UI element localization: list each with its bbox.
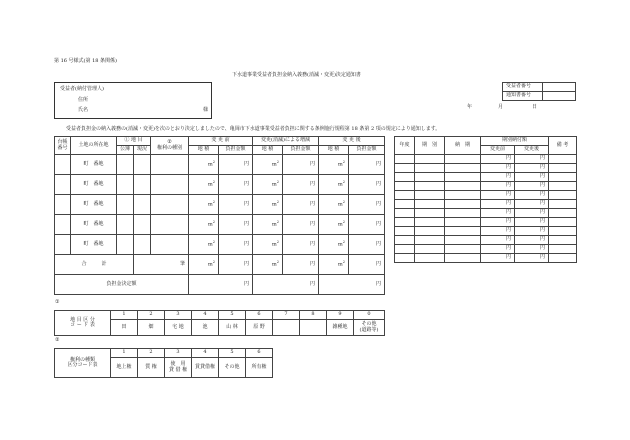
installment-after-cell: 円	[515, 227, 549, 236]
note-cell	[549, 191, 577, 200]
total-before-area: $m^2$	[189, 255, 219, 275]
before-amount-cell: 円	[219, 175, 253, 195]
after-amount-cell: 円	[349, 175, 385, 195]
after-area-cell: $m^2$	[319, 235, 349, 255]
installment-after-cell: 円	[515, 218, 549, 227]
period-cell	[415, 227, 445, 236]
current-header: 現況	[134, 146, 151, 155]
installment-before-cell: 円	[481, 191, 515, 200]
after-area-cell: $m^2$	[319, 155, 349, 175]
year-cell	[395, 173, 415, 182]
due-cell	[445, 236, 481, 245]
right-code-table	[54, 348, 273, 378]
notice-number-label: 通知書番号	[503, 92, 543, 101]
note-header: 備 考	[549, 137, 577, 155]
payment-row	[395, 254, 577, 263]
year-cell	[395, 164, 415, 173]
right-type-name: その他	[219, 358, 246, 378]
payment-row	[395, 155, 577, 164]
current-chimoku-cell	[134, 215, 151, 235]
before-area-cell: $m^2$	[189, 235, 219, 255]
seq-cell	[55, 155, 71, 175]
note-cell	[549, 236, 577, 245]
right-type-code: 1	[111, 349, 138, 358]
period-cell	[415, 245, 445, 254]
due-cell	[445, 173, 481, 182]
note-cell	[549, 164, 577, 173]
chimoku-header: ① 地 目	[117, 137, 151, 146]
period-cell	[415, 191, 445, 200]
year-cell	[395, 209, 415, 218]
change-amount-cell: 円	[283, 235, 319, 255]
change-area-cell: $m^2$	[253, 235, 283, 255]
beneficiary-number-value	[543, 83, 576, 92]
change-area-cell: $m^2$	[253, 155, 283, 175]
area-header: 地 積	[189, 146, 219, 155]
land-row	[55, 195, 385, 215]
due-cell	[445, 200, 481, 209]
area-unit: m	[208, 181, 213, 188]
right-type-code: 2	[138, 349, 165, 358]
right-type-cell	[151, 235, 189, 255]
date-day: 日	[532, 104, 538, 110]
installment-before-cell: 円	[481, 218, 515, 227]
installment-before-cell: 円	[481, 182, 515, 191]
installment-before-header: 変更前	[481, 146, 515, 155]
after-area-cell: $m^2$	[319, 195, 349, 215]
right-type-cell	[151, 155, 189, 175]
area-unit: m	[272, 161, 277, 168]
land-row	[55, 215, 385, 235]
public-chimoku-cell	[117, 195, 134, 215]
location-header: 土地の所在地	[71, 137, 117, 155]
chimoku-code: 9	[327, 311, 354, 320]
period-cell	[415, 200, 445, 209]
decision-change-amount: 円	[253, 275, 319, 295]
before-header: 変 更 前	[189, 137, 253, 146]
payment-row	[395, 191, 577, 200]
due-cell	[445, 254, 481, 263]
area-unit: m	[208, 201, 213, 208]
payment-row	[395, 200, 577, 209]
installment-before-cell: 円	[481, 173, 515, 182]
period-cell	[415, 155, 445, 164]
due-cell	[445, 164, 481, 173]
location-cell: 町 番地	[71, 215, 117, 235]
due-cell	[445, 155, 481, 164]
note-cell	[549, 182, 577, 191]
year-cell	[395, 236, 415, 245]
period-header: 期 別	[415, 137, 445, 155]
note-cell	[549, 200, 577, 209]
before-amount-cell: 円	[219, 155, 253, 175]
before-area-cell: $m^2$	[189, 175, 219, 195]
period-cell	[415, 236, 445, 245]
installment-after-cell: 円	[515, 164, 549, 173]
seq-cell	[55, 215, 71, 235]
chimoku-code: 2	[138, 311, 165, 320]
payment-row	[395, 236, 577, 245]
after-area-cell: $m^2$	[319, 175, 349, 195]
amount-header: 負担金額	[349, 146, 385, 155]
before-amount-cell: 円	[219, 235, 253, 255]
recipient-label: 受益者(納付管理人)	[60, 86, 104, 92]
change-amount-cell: 円	[283, 155, 319, 175]
legend2-marker: ②	[55, 337, 60, 343]
year-cell	[395, 254, 415, 263]
change-amount-cell: 円	[283, 215, 319, 235]
chimoku-code: 1	[111, 311, 138, 320]
chimoku-name	[300, 320, 327, 336]
due-cell	[445, 191, 481, 200]
right-type-cell	[151, 195, 189, 215]
installment-after-cell: 円	[515, 209, 549, 218]
land-row	[55, 155, 385, 175]
installment-before-cell: 円	[481, 227, 515, 236]
area-unit: m	[272, 241, 277, 248]
change-amount-cell: 円	[283, 195, 319, 215]
note-cell	[549, 155, 577, 164]
right-type-code: 3	[165, 349, 192, 358]
chimoku-name: 宅 地	[165, 320, 192, 336]
beneficiary-number-label: 受益者番号	[503, 83, 543, 92]
seq-cell	[55, 175, 71, 195]
before-amount-cell: 円	[219, 215, 253, 235]
installment-header: 期別納付額	[481, 137, 549, 146]
installment-before-cell: 円	[481, 155, 515, 164]
year-cell	[395, 227, 415, 236]
right-type-name: 使 用 貸 借 権	[165, 358, 192, 378]
period-cell	[415, 164, 445, 173]
location-cell: 町 番地	[71, 155, 117, 175]
note-cell	[549, 254, 577, 263]
land-row	[55, 175, 385, 195]
land-row	[55, 235, 385, 255]
after-amount-cell: 円	[349, 235, 385, 255]
chimoku-name: 原 野	[246, 320, 273, 336]
area-unit: m	[272, 221, 277, 228]
chimoku-code-label: 地 目 区 分 コ ー ド 表	[55, 311, 111, 336]
payment-row	[395, 227, 577, 236]
period-cell	[415, 218, 445, 227]
installment-after-cell: 円	[515, 191, 549, 200]
due-header: 納 期	[445, 137, 481, 155]
area-unit: m	[338, 221, 343, 228]
right-type-name: 地上権	[111, 358, 138, 378]
amount-header: 負担金額	[283, 146, 319, 155]
installment-before-cell: 円	[481, 209, 515, 218]
chimoku-code: 0	[354, 311, 385, 320]
period-cell	[415, 209, 445, 218]
seq-header: 台帳 番号	[55, 137, 71, 155]
year-cell	[395, 245, 415, 254]
current-chimoku-cell	[134, 195, 151, 215]
installment-after-cell: 円	[515, 245, 549, 254]
address-label: 住所	[78, 97, 89, 103]
installment-after-cell: 円	[515, 200, 549, 209]
chimoku-code: 7	[273, 311, 300, 320]
right-type-header: ② 権利の種別	[151, 137, 189, 155]
period-cell	[415, 254, 445, 263]
note-cell	[549, 209, 577, 218]
period-cell	[415, 173, 445, 182]
decision-after-amount: 円	[319, 275, 385, 295]
after-area-cell: $m^2$	[319, 215, 349, 235]
area-unit: m	[208, 161, 213, 168]
payment-row	[395, 182, 577, 191]
change-area-cell: $m^2$	[253, 195, 283, 215]
total-unit: 筆	[134, 255, 189, 275]
before-amount-cell: 円	[219, 195, 253, 215]
honorific: 様	[203, 107, 209, 113]
right-type-code: 4	[192, 349, 219, 358]
location-cell: 町 番地	[71, 175, 117, 195]
area-unit: m	[272, 201, 277, 208]
right-code-label: 権利の種類 区分コード表	[55, 349, 111, 378]
installment-after-cell: 円	[515, 254, 549, 263]
chimoku-code: 4	[192, 311, 219, 320]
main-table	[54, 136, 385, 295]
decision-label: 負担金決定額	[55, 275, 189, 295]
after-amount-cell: 円	[349, 195, 385, 215]
after-header: 変 更 後	[319, 137, 385, 146]
total-after-area: $m^2$	[319, 255, 349, 275]
area-unit: m	[208, 221, 213, 228]
date-month: 月	[498, 104, 504, 110]
chimoku-code: 6	[246, 311, 273, 320]
chimoku-name: 畑	[138, 320, 165, 336]
period-cell	[415, 182, 445, 191]
date-year: 年	[467, 104, 473, 110]
form-number: 第 16 号様式(第 18 条関係)	[54, 58, 117, 64]
total-change-amount: 円	[283, 255, 319, 275]
document-title: 下水道事業受益者負担金納入義務(消滅・変更)決定通知書	[232, 72, 361, 78]
due-cell	[445, 227, 481, 236]
total-after-amount: 円	[349, 255, 385, 275]
public-chimoku-cell	[117, 155, 134, 175]
chimoku-code: 3	[165, 311, 192, 320]
installment-before-cell: 円	[481, 245, 515, 254]
right-type-code: 6	[246, 349, 273, 358]
due-cell	[445, 218, 481, 227]
current-chimoku-cell	[134, 155, 151, 175]
total-before-amount: 円	[219, 255, 253, 275]
note-cell	[549, 218, 577, 227]
payment-table	[394, 136, 577, 263]
installment-before-cell: 円	[481, 164, 515, 173]
before-area-cell: $m^2$	[189, 215, 219, 235]
installment-after-cell: 円	[515, 236, 549, 245]
chimoku-code: 5	[219, 311, 246, 320]
installment-before-cell: 円	[481, 200, 515, 209]
payment-row	[395, 173, 577, 182]
current-chimoku-cell	[134, 175, 151, 195]
note-cell	[549, 227, 577, 236]
change-area-cell: $m^2$	[253, 215, 283, 235]
total-change-area: $m^2$	[253, 255, 283, 275]
right-type-code: 5	[219, 349, 246, 358]
due-cell	[445, 245, 481, 254]
installment-after-cell: 円	[515, 182, 549, 191]
right-type-name: 賃貸借権	[192, 358, 219, 378]
change-amount-cell: 円	[283, 175, 319, 195]
installment-before-cell: 円	[481, 236, 515, 245]
area-unit: m	[208, 241, 213, 248]
chimoku-name: 雑種地	[327, 320, 354, 336]
right-type-cell	[151, 215, 189, 235]
chimoku-name: その他 (道路等)	[354, 320, 385, 336]
seq-cell	[55, 195, 71, 215]
amount-header: 負担金額	[219, 146, 253, 155]
id-table	[502, 82, 576, 101]
area-unit: m	[338, 161, 343, 168]
year-header: 年度	[395, 137, 415, 155]
decision-before-amount: 円	[189, 275, 253, 295]
year-cell	[395, 155, 415, 164]
after-amount-cell: 円	[349, 155, 385, 175]
body-text: 受益者負担金の納入義務の(消滅・変更)を次のとおり決定しましたので、亀岡市下水道事業受益者負担に関する条例施行規程第 18 条第 2 項の規定により通知します。	[66, 126, 441, 132]
installment-before-cell: 円	[481, 254, 515, 263]
chimoku-code: 8	[300, 311, 327, 320]
before-area-cell: $m^2$	[189, 155, 219, 175]
change-area-cell: $m^2$	[253, 175, 283, 195]
area-unit: m	[272, 181, 277, 188]
area-unit: m	[338, 241, 343, 248]
installment-after-cell: 円	[515, 155, 549, 164]
year-cell	[395, 218, 415, 227]
current-chimoku-cell	[134, 235, 151, 255]
payment-row	[395, 218, 577, 227]
area-header: 地 積	[319, 146, 349, 155]
area-unit: m	[338, 201, 343, 208]
public-chimoku-cell	[117, 235, 134, 255]
year-cell	[395, 200, 415, 209]
chimoku-code-table	[54, 310, 385, 336]
year-cell	[395, 191, 415, 200]
before-area-cell: $m^2$	[189, 195, 219, 215]
public-chimoku-cell	[117, 175, 134, 195]
public-header: 公簿	[117, 146, 134, 155]
area-header: 地 積	[253, 146, 283, 155]
chimoku-name: 山 林	[219, 320, 246, 336]
right-type-cell	[151, 175, 189, 195]
location-cell: 町 番地	[71, 195, 117, 215]
right-type-name: 所有権	[246, 358, 273, 378]
chimoku-name: 池	[192, 320, 219, 336]
payment-row	[395, 164, 577, 173]
chimoku-name: 田	[111, 320, 138, 336]
change-header: 変更(消滅)による増減	[253, 137, 319, 146]
payment-row	[395, 209, 577, 218]
notice-number-value	[543, 92, 576, 101]
chimoku-name	[273, 320, 300, 336]
total-label: 合 計	[55, 255, 134, 275]
after-amount-cell: 円	[349, 215, 385, 235]
name-label: 氏名	[78, 107, 89, 113]
public-chimoku-cell	[117, 215, 134, 235]
note-cell	[549, 173, 577, 182]
payment-row	[395, 245, 577, 254]
note-cell	[549, 245, 577, 254]
installment-after-cell: 円	[515, 173, 549, 182]
installment-after-header: 変更後	[515, 146, 549, 155]
seq-cell	[55, 235, 71, 255]
legend1-marker: ①	[55, 299, 60, 305]
year-cell	[395, 182, 415, 191]
location-cell: 町 番地	[71, 235, 117, 255]
due-cell	[445, 209, 481, 218]
right-type-name: 質 権	[138, 358, 165, 378]
due-cell	[445, 182, 481, 191]
area-unit: m	[338, 181, 343, 188]
